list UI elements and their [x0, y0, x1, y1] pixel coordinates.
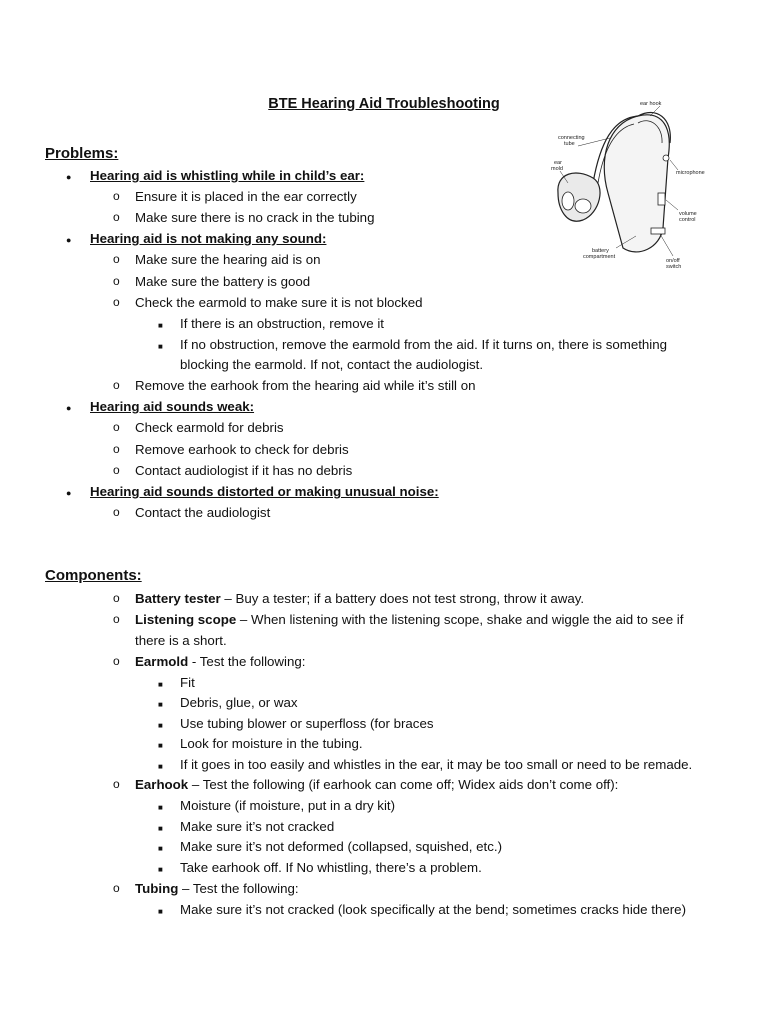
label-volume-1: volume: [679, 211, 697, 217]
earmold-item: Look for moisture in the tubing.: [180, 736, 363, 751]
label-onoff-1: on/off: [666, 258, 680, 264]
component-desc-continuation: there is a short.: [135, 633, 227, 648]
circle-bullet-icon: o: [113, 210, 120, 224]
problem-item: Contact audiologist if it has no debris: [135, 463, 353, 478]
problem-subitem: If there is an obstruction, remove it: [180, 316, 384, 331]
square-bullet-icon: ■: [158, 803, 163, 812]
square-bullet-icon: ■: [158, 762, 163, 771]
square-bullet-icon: ■: [158, 721, 163, 730]
problem-item: Make sure there is no crack in the tubing: [135, 210, 375, 225]
circle-bullet-icon: o: [113, 881, 120, 895]
problem-label: Hearing aid sounds weak:: [90, 399, 255, 414]
component-name: Listening scope: [135, 612, 237, 627]
earmold-item: Debris, glue, or wax: [180, 695, 298, 710]
problem-subitem-continuation: blocking the earmold. If not, contact the audiologist.: [180, 357, 484, 372]
label-onoff-2: switch: [666, 264, 682, 270]
component-listening-scope: [135, 611, 683, 628]
label-battery-1: battery: [592, 248, 609, 254]
earhook-item: Moisture (if moisture, put in a dry kit): [180, 798, 396, 813]
component-desc: – When listening with the listening scope, shake and wiggle the aid to see if: [236, 612, 684, 627]
earmold-item: Fit: [180, 675, 195, 690]
circle-bullet-icon: o: [113, 189, 120, 203]
tubing-item: Make sure it’s not cracked (look specifically at the bend; sometimes cracks hide there): [180, 902, 686, 917]
bullet-icon: ●: [66, 235, 72, 245]
component-name: Earmold: [135, 654, 189, 669]
square-bullet-icon: ■: [158, 741, 163, 750]
square-bullet-icon: ■: [158, 680, 163, 689]
circle-bullet-icon: o: [113, 505, 120, 519]
square-bullet-icon: ■: [158, 865, 163, 874]
circle-bullet-icon: o: [113, 274, 120, 288]
problem-item: Make sure the hearing aid is on: [135, 252, 321, 267]
component-desc: – Test the following:: [178, 881, 299, 896]
circle-bullet-icon: o: [113, 378, 120, 392]
label-volume-2: control: [679, 217, 696, 223]
earmold-item: If it goes in too easily and whistles in the ear, it may be too small or need to be remade.: [180, 757, 693, 772]
circle-bullet-icon: o: [113, 612, 120, 626]
component-earmold: [135, 653, 305, 670]
problem-label: Hearing aid is not making any sound:: [90, 231, 327, 246]
label-microphone: microphone: [676, 170, 705, 176]
problems-heading: Problems:: [45, 145, 119, 162]
component-tubing: [135, 880, 299, 897]
problem-item: Check earmold for debris: [135, 420, 284, 435]
label-battery-2: compartment: [583, 254, 616, 260]
bullet-icon: ●: [66, 172, 72, 182]
square-bullet-icon: ■: [158, 700, 163, 709]
label-ear-mold-2: mold: [551, 166, 563, 172]
circle-bullet-icon: o: [113, 591, 120, 605]
earmold-item: Use tubing blower or superfloss (for braces: [180, 716, 434, 731]
circle-bullet-icon: o: [113, 777, 120, 791]
page-title: BTE Hearing Aid Troubleshooting: [268, 96, 500, 112]
circle-bullet-icon: o: [113, 252, 120, 266]
problem-label: Hearing aid sounds distorted or making unusual noise:: [90, 484, 439, 499]
label-ear-hook: ear hook: [640, 101, 662, 107]
label-connecting-tube-1: connecting: [558, 135, 585, 141]
component-name: Earhook: [135, 777, 189, 792]
square-bullet-icon: ■: [158, 321, 163, 330]
square-bullet-icon: ■: [158, 844, 163, 853]
square-bullet-icon: ■: [158, 824, 163, 833]
bullet-icon: ●: [66, 488, 72, 498]
square-bullet-icon: ■: [158, 342, 163, 351]
component-desc: - Test the following:: [188, 654, 306, 669]
component-name: Tubing: [135, 881, 179, 896]
components-heading: Components:: [45, 567, 142, 584]
square-bullet-icon: ■: [158, 907, 163, 916]
component-name: Battery tester: [135, 591, 221, 606]
problem-label: Hearing aid is whistling while in child’s ear:: [90, 168, 365, 183]
circle-bullet-icon: o: [113, 420, 120, 434]
problem-item: Make sure the battery is good: [135, 274, 311, 289]
earhook-item: Take earhook off. If No whistling, there’s a problem.: [180, 860, 482, 875]
circle-bullet-icon: o: [113, 295, 120, 309]
bullet-icon: ●: [66, 403, 72, 413]
hearing-aid-diagram: [538, 98, 718, 270]
problem-item: Check the earmold to make sure it is not blocked: [135, 295, 423, 310]
component-desc: – Buy a tester; if a battery does not test strong, throw it away.: [220, 591, 585, 606]
component-battery-tester: [135, 590, 584, 607]
component-earhook: [135, 776, 618, 793]
problem-item: Remove the earhook from the hearing aid while it’s still on: [135, 378, 476, 393]
circle-bullet-icon: o: [113, 463, 120, 477]
label-connecting-tube-2: tube: [564, 141, 575, 147]
problem-item: Ensure it is placed in the ear correctly: [135, 189, 357, 204]
problem-item: Remove earhook to check for debris: [135, 442, 349, 457]
problem-item: Contact the audiologist: [135, 505, 271, 520]
label-ear-mold-1: ear: [554, 160, 562, 166]
earhook-item: Make sure it’s not deformed (collapsed, squished, etc.): [180, 839, 502, 854]
component-desc: – Test the following (if earhook can come off; Widex aids don’t come off):: [188, 777, 619, 792]
circle-bullet-icon: o: [113, 442, 120, 456]
earhook-item: Make sure it’s not cracked: [180, 819, 335, 834]
circle-bullet-icon: o: [113, 654, 120, 668]
problem-subitem: If no obstruction, remove the earmold from the aid. If it turns on, there is something: [180, 337, 668, 352]
